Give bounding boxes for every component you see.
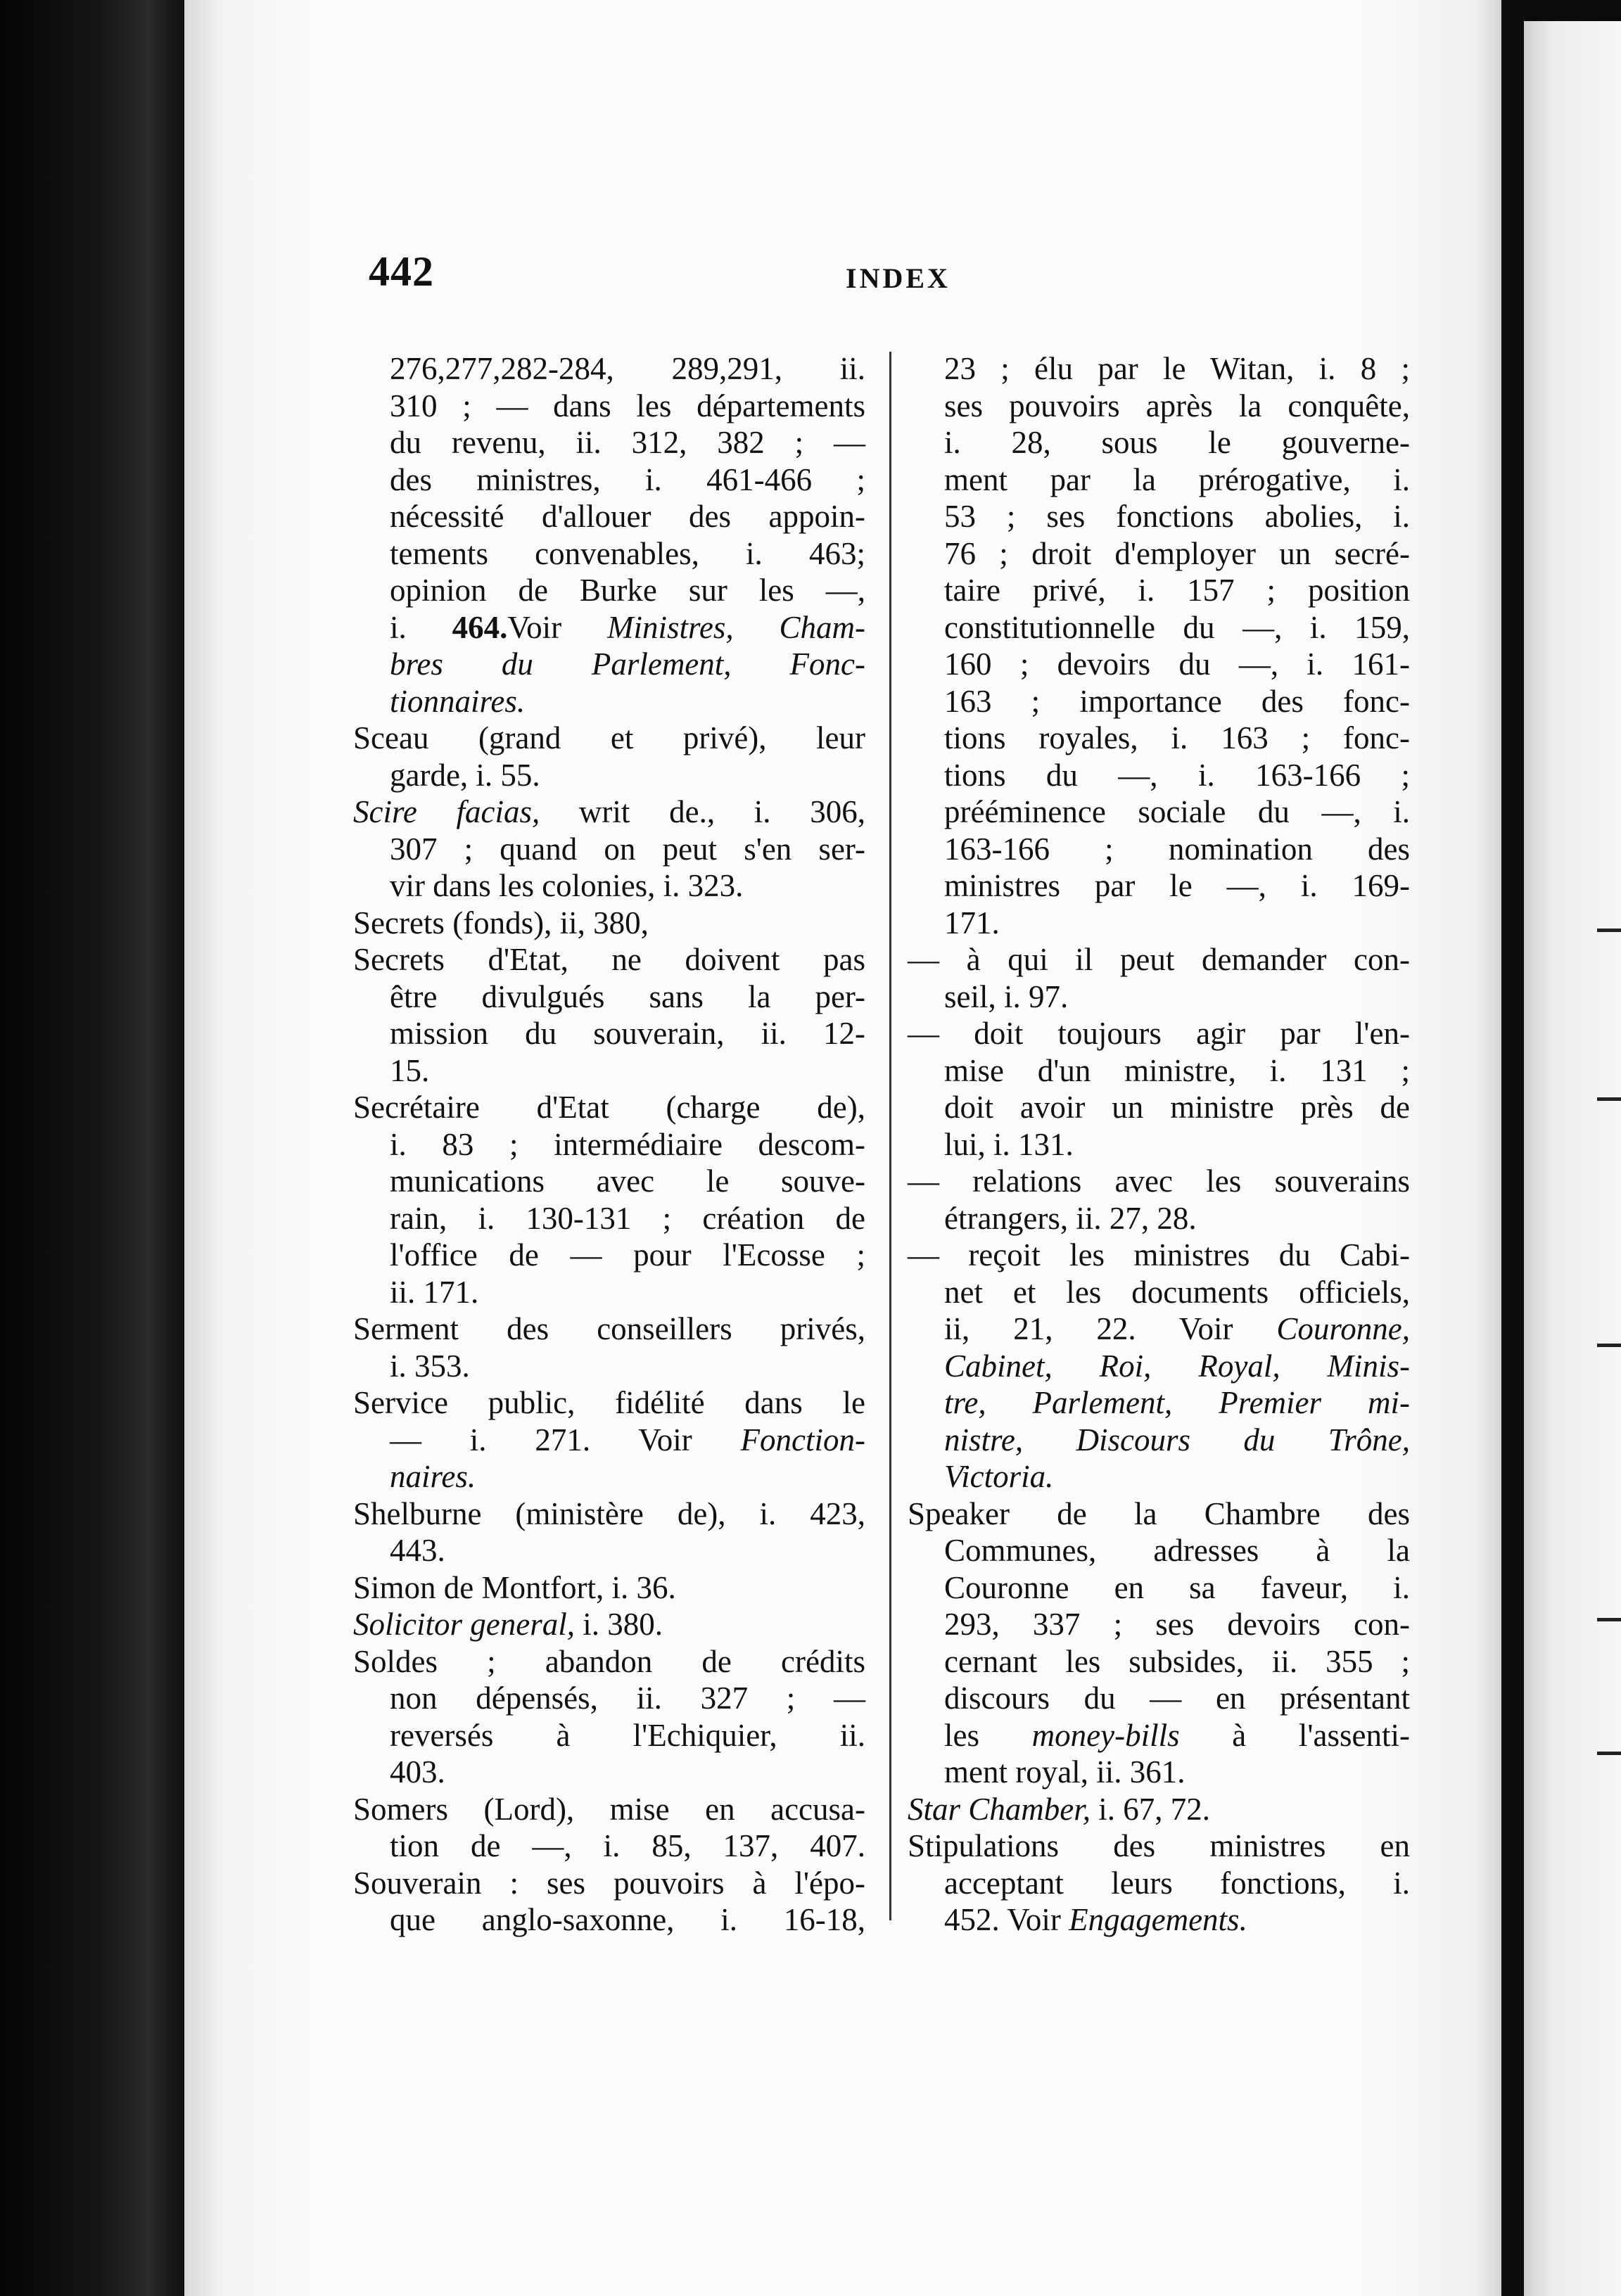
index-text: tions du —, i. 163-166 ; [944,757,1410,793]
index-text: 160 ; devoirs du —, i. 161- [944,646,1410,682]
index-line [353,1458,865,1495]
index-text: opinion de Burke sur les —, [390,573,865,608]
index-line [353,1606,865,1643]
index-text: Souverain : ses pouvoirs à l'épo- [353,1865,865,1901]
index-line [353,646,865,683]
index-line [908,1422,1410,1459]
index-column-right [908,350,1410,1939]
index-line [353,867,865,905]
index-line [908,1791,1410,1828]
edge-mark [1597,1097,1621,1101]
index-line [908,572,1410,609]
index-text: étrangers, ii. 27, 28. [944,1200,1197,1236]
index-text: non dépensés, ii. 327 ; — [390,1680,865,1716]
index-text: — à qui il peut demander con- [908,942,1410,977]
index-line [908,1495,1410,1533]
index-line [908,1606,1410,1643]
index-line [353,905,865,942]
index-text: 53 ; ses fonctions abolies, i. [944,499,1410,534]
index-line [353,978,865,1016]
index-line [908,793,1410,831]
index-line [353,498,865,535]
index-line [908,1865,1410,1902]
edge-mark [1597,1344,1621,1347]
index-line [908,1754,1410,1791]
index-line [353,757,865,794]
index-text: doit avoir un ministre près de [944,1090,1410,1125]
index-line [908,1680,1410,1717]
index-text: — reçoit les ministres du Cabi- [908,1237,1410,1273]
index-text: 163 ; importance des fonc- [944,683,1410,719]
index-text: l'office de — pour l'Ecosse ; [390,1237,865,1273]
index-text: à l'assenti- [1179,1717,1410,1753]
index-line [353,720,865,757]
index-text: writ de., i. 306, [540,794,865,829]
index-line [353,1865,865,1902]
index-text: ment royal, ii. 361. [944,1754,1185,1790]
index-line [353,1237,865,1274]
index-text: constitutionnelle du —, i. 159, [944,609,1410,645]
index-text: reversés à l'Echiquier, ii. [390,1717,865,1753]
index-text: acceptant leurs fonctions, i. [944,1865,1410,1901]
index-text: i. 67, 72. [1091,1791,1211,1827]
index-text: bres du Parlement, Fonc- [390,646,865,682]
index-line [353,1163,865,1200]
index-line [908,941,1410,978]
index-text: tion de —, i. 85, 137, 407. [390,1828,865,1863]
index-line [908,1384,1410,1422]
edge-mark [1597,1752,1621,1755]
index-text: Soldes ; abandon de crédits [353,1643,865,1679]
index-text: net et les documents officiels, [944,1274,1410,1310]
index-line [353,1089,865,1126]
index-line [353,424,865,461]
index-text: i. 380. [574,1607,663,1642]
index-text: Victoria. [944,1459,1054,1494]
index-text: 15. [390,1052,430,1088]
index-line [353,1274,865,1311]
index-text: Secrétaire d'Etat (charge de), [353,1090,865,1125]
index-line [908,609,1410,646]
index-text: Communes, adresses à la [944,1533,1410,1568]
index-text: Simon de Montfort, i. 36. [353,1569,676,1605]
index-text: des ministres, i. 461-466 ; [390,461,865,497]
index-line [908,1458,1410,1495]
index-text: ii. 171. [390,1274,479,1310]
index-text: naires. [390,1459,476,1494]
index-text: Service public, fidélité dans le [353,1385,865,1420]
edge-mark [1597,1618,1621,1621]
index-line [908,1532,1410,1569]
running-head: INDEX [846,262,951,294]
index-line [908,1828,1410,1865]
index-text: tre, Parlement, Premier mi- [944,1385,1410,1420]
index-line [353,535,865,573]
index-text: les [944,1717,1032,1753]
index-text: i. [390,609,452,645]
index-text: tions royales, i. 163 ; fonc- [944,720,1410,755]
index-text: prééminence sociale du —, i. [944,794,1410,829]
index-text: munications avec le souve- [390,1163,865,1199]
index-text: tements convenables, i. 463; [390,535,865,571]
index-text: Fonction- [740,1422,865,1458]
index-text: ministres par le —, i. 169- [944,868,1410,903]
index-line [353,1680,865,1717]
index-text: 171. [944,905,1000,940]
index-text: 403. [390,1754,445,1790]
index-line [353,941,865,978]
index-text: Voir [507,609,607,645]
index-text: 310 ; — dans les départements [390,388,865,423]
index-text: seil, i. 97. [944,978,1069,1014]
index-line [908,1015,1410,1052]
index-line [908,1274,1410,1311]
index-line [353,461,865,499]
index-text: — relations avec les souverains [908,1163,1410,1199]
index-line [353,1422,865,1459]
facing-page-marks [1583,0,1621,2296]
index-text: cernant les subsides, ii. 355 ; [944,1643,1410,1679]
index-column-left [353,350,865,1939]
index-text: Couronne en sa faveur, i. [944,1569,1410,1605]
index-text: du revenu, ii. 312, 382 ; — [390,425,865,460]
index-line [353,609,865,646]
index-line [353,1126,865,1163]
index-text: nécessité d'allouer des appoin- [390,499,865,534]
index-text: Engagements. [1069,1902,1247,1937]
index-text: Couronne, [1276,1311,1410,1346]
index-line [353,793,865,831]
index-line [908,683,1410,720]
index-line [353,1015,865,1052]
index-text: — i. 271. Voir [390,1422,741,1458]
index-text: Star Chamber, [908,1791,1091,1827]
index-line [353,831,865,868]
index-line [908,1237,1410,1274]
index-line [353,1495,865,1533]
index-text: nistre, Discours du Trône, [944,1422,1410,1458]
book-binding [0,0,184,2296]
index-line [353,572,865,609]
index-line [908,867,1410,905]
index-text: money-bills [1031,1717,1180,1753]
index-line [353,1052,865,1090]
index-text: rain, i. 130-131 ; création de [390,1200,865,1236]
index-line [908,757,1410,794]
index-text: 163-166 ; nomination des [944,831,1410,867]
index-line [353,1828,865,1865]
index-line [908,424,1410,461]
index-line [908,831,1410,868]
index-line [908,1717,1410,1754]
index-line [908,1200,1410,1237]
index-text: Cabinet, Roi, Royal, Minis- [944,1348,1410,1384]
page-number: 442 [369,248,434,295]
index-text: Scire facias, [353,794,540,829]
index-text: Shelburne (ministère de), i. 423, [353,1495,865,1531]
index-text: discours du — en présentant [944,1680,1410,1716]
index-line [908,461,1410,499]
index-line [353,1532,865,1569]
index-line [908,1310,1410,1348]
index-text: i. 28, sous le gouverne- [944,425,1410,460]
index-text: 23 ; élu par le Witan, i. 8 ; [944,351,1410,386]
index-line [908,1126,1410,1163]
index-text: Secrets (fonds), ii, 380, [353,905,649,940]
index-text: tionnaires. [390,683,526,719]
index-line [908,1901,1410,1939]
index-text: ses pouvoirs après la conquête, [944,388,1410,423]
index-line [908,498,1410,535]
index-text: 276,277,282-284, 289,291, ii. [390,351,865,386]
index-line [353,1310,865,1348]
index-line [908,1348,1410,1385]
index-line [908,1569,1410,1607]
index-line [353,1717,865,1754]
index-text: 443. [390,1533,445,1568]
index-line [908,1052,1410,1090]
column-rule [889,352,891,1920]
index-text: garde, i. 55. [390,757,540,793]
index-line [353,1348,865,1385]
index-text: 307 ; quand on peut s'en ser- [390,831,865,867]
index-line [353,1901,865,1939]
index-line [353,1200,865,1237]
index-line [353,350,865,388]
index-text: Serment des conseillers privés, [353,1311,865,1346]
index-text: 293, 337 ; ses devoirs con- [944,1607,1410,1642]
index-text: ii, 21, 22. Voir [944,1311,1277,1346]
index-text: Speaker de la Chambre des [908,1495,1410,1531]
index-text: Ministres, Cham- [607,609,865,645]
index-text: vir dans les colonies, i. 323. [390,868,744,903]
index-text: 452. Voir [944,1902,1069,1937]
index-line [908,905,1410,942]
index-line [353,1643,865,1680]
index-text: mission du souverain, ii. 12- [390,1016,865,1051]
index-line [908,1163,1410,1200]
index-text: être divulgués sans la per- [390,978,865,1014]
index-text: 464. [452,609,508,645]
index-line [353,1754,865,1791]
index-text: lui, i. 131. [944,1126,1074,1162]
index-line [908,388,1410,425]
index-line [908,535,1410,573]
index-text: i. 353. [390,1348,470,1384]
edge-mark [1597,929,1621,932]
index-line [908,720,1410,757]
index-line [353,388,865,425]
index-line [353,1569,865,1607]
index-text: Somers (Lord), mise en accusa- [353,1791,865,1827]
index-line [353,1384,865,1422]
index-text: ment par la prérogative, i. [944,461,1410,497]
index-text: que anglo-saxonne, i. 16-18, [390,1902,865,1937]
index-line [908,1089,1410,1126]
index-text: taire privé, i. 157 ; position [944,573,1410,608]
index-line [908,1643,1410,1680]
index-line [353,683,865,720]
index-line [908,978,1410,1016]
index-text: i. 83 ; intermédiaire descom- [390,1126,865,1162]
index-line [908,646,1410,683]
gutter-shadow [1501,0,1524,2296]
index-text: Stipulations des ministres en [908,1828,1410,1863]
index-text: 76 ; droit d'employer un secré- [944,535,1410,571]
index-line [908,350,1410,388]
index-text: — doit toujours agir par l'en- [908,1016,1410,1051]
index-text: Solicitor general, [353,1607,575,1642]
index-text: mise d'un ministre, i. 131 ; [944,1052,1410,1088]
index-line [353,1791,865,1828]
index-text: Sceau (grand et privé), leur [353,720,865,755]
index-text: Secrets d'Etat, ne doivent pas [353,942,865,977]
